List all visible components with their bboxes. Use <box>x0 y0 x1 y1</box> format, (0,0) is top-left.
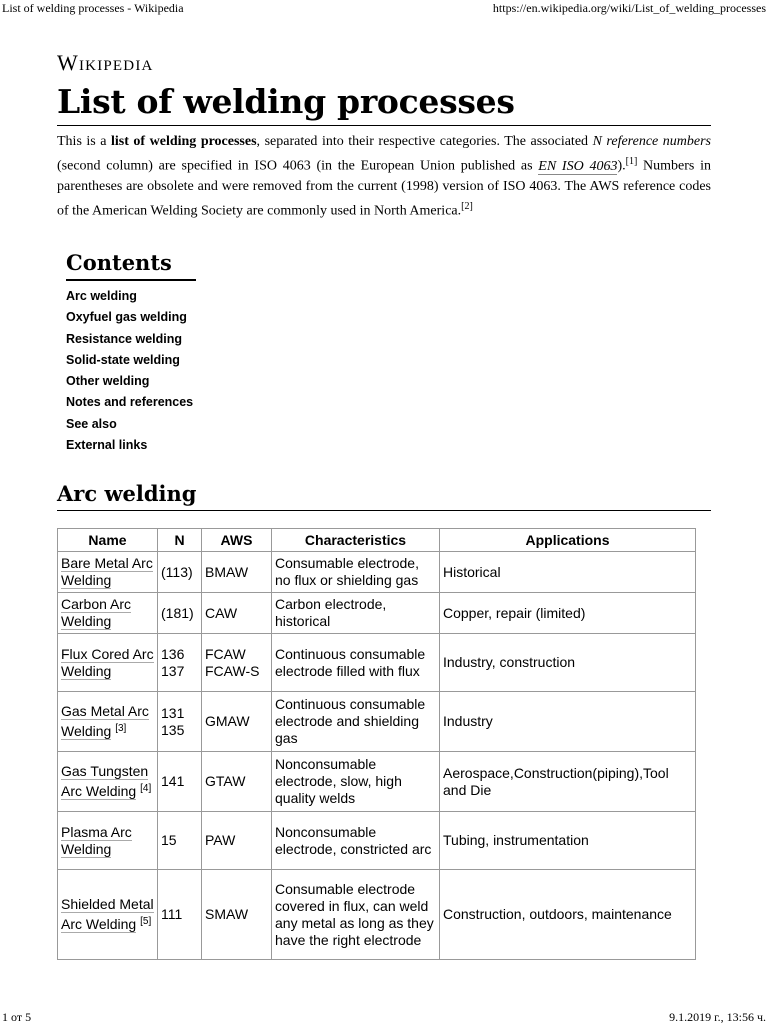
page-title: List of welding processes <box>57 82 515 121</box>
applications-cell: Aerospace,Construction(piping),Tool and Die <box>440 752 696 812</box>
process-name-cell <box>58 552 158 593</box>
toc-item[interactable]: Other welding <box>66 374 150 389</box>
process-name-cell <box>58 593 158 634</box>
ref-2[interactable]: [2] <box>461 200 473 212</box>
aws-code-cell: CAW <box>202 593 272 634</box>
reference-link[interactable]: [3] <box>115 722 127 734</box>
ref-1[interactable]: [1] <box>625 156 638 167</box>
aws-code-cell: FCAW FCAW-S <box>202 634 272 692</box>
column-header: Name <box>58 529 158 552</box>
table-row <box>58 634 696 692</box>
process-name-cell <box>58 634 158 692</box>
toc-item[interactable]: Resistance welding <box>66 331 183 346</box>
table-row <box>58 752 696 812</box>
aws-code-cell: PAW <box>202 812 272 870</box>
process-link[interactable]: Gas Metal Arc Welding <box>61 702 149 740</box>
table-row <box>58 812 696 870</box>
table-row <box>58 593 696 634</box>
process-name-cell <box>58 752 158 812</box>
toc-item[interactable]: Notes and references <box>66 395 194 410</box>
applications-cell: Construction, outdoors, maintenance <box>440 870 696 960</box>
table-row <box>58 552 696 593</box>
title-divider <box>57 125 711 126</box>
wikipedia-logo[interactable]: Wikipedia <box>57 50 154 75</box>
characteristics-cell: Nonconsumable electrode, constricted arc <box>272 812 440 870</box>
process-link[interactable]: Shielded Metal Arc Welding <box>61 895 154 933</box>
process-name-cell <box>58 692 158 752</box>
applications-cell: Copper, repair (limited) <box>440 593 696 634</box>
column-header: Characteristics <box>272 529 440 552</box>
table-row <box>58 692 696 752</box>
process-link[interactable]: Flux Cored Arc Welding <box>61 645 154 679</box>
process-name-cell <box>58 812 158 870</box>
table-row <box>58 870 696 960</box>
toc-title: Contents <box>66 250 172 275</box>
print-header-url: https://en.wikipedia.org/wiki/List_of_welding_processes <box>492 1 766 15</box>
print-header <box>0 0 768 16</box>
section-heading-arc-welding: Arc welding <box>57 481 197 506</box>
applications-cell: Historical <box>440 552 696 593</box>
n-number-cell: 131 135 <box>158 692 202 752</box>
characteristics-cell: Carbon electrode, historical <box>272 593 440 634</box>
applications-cell: Tubing, instrumentation <box>440 812 696 870</box>
section-divider <box>57 510 711 511</box>
n-number-cell: 141 <box>158 752 202 812</box>
reference-link[interactable]: [5] <box>140 915 152 927</box>
column-header: AWS <box>202 529 272 552</box>
characteristics-cell: Nonconsumable electrode, slow, high quality welds <box>272 752 440 812</box>
n-number-cell: 15 <box>158 812 202 870</box>
arc-welding-table <box>57 528 696 960</box>
print-footer <box>0 1008 768 1024</box>
column-header: Applications <box>440 529 696 552</box>
process-link[interactable]: Gas Tungsten Arc Welding <box>61 762 149 800</box>
process-link[interactable]: Bare Metal Arc Welding <box>61 555 153 588</box>
intro-paragraph: This is a list of welding processes, separated into their respective categories. The associated N reference numbers (second column) are specified in ISO 4063 (in the European Union published as EN ISO 4063).[1] Numbers in parentheses are obsolete and were removed from the current (1998) version of ISO 4063. The AWS reference codes of the American Welding Society are commonly used in North America.[2] <box>57 134 711 219</box>
process-name-cell <box>58 870 158 960</box>
toc-item[interactable]: Oxyfuel gas welding <box>66 310 187 325</box>
n-number-cell: 111 <box>158 870 202 960</box>
aws-code-cell: GTAW <box>202 752 272 812</box>
en-iso-link[interactable]: EN ISO 4063 <box>538 158 618 174</box>
applications-cell: Industry <box>440 692 696 752</box>
n-number-cell: (181) <box>158 593 202 634</box>
reference-link[interactable]: [4] <box>140 782 152 794</box>
print-timestamp: 9.1.2019 г., 13:56 ч. <box>669 1010 766 1024</box>
toc-item[interactable]: See also <box>66 416 117 431</box>
print-page-number: 1 от 5 <box>2 1010 32 1024</box>
n-number-cell: (113) <box>158 552 202 593</box>
toc-divider <box>66 279 196 281</box>
aws-code-cell: SMAW <box>202 870 272 960</box>
characteristics-cell: Continuous consumable electrode and shielding gas <box>272 692 440 752</box>
toc-item[interactable]: Solid-state welding <box>66 352 180 367</box>
applications-cell: Industry, construction <box>440 634 696 692</box>
process-link[interactable]: Plasma Arc Welding <box>61 823 132 857</box>
table-of-contents <box>66 249 206 458</box>
aws-code-cell: GMAW <box>202 692 272 752</box>
print-header-title: List of welding processes - Wikipedia <box>2 1 184 15</box>
column-header: N <box>158 529 202 552</box>
characteristics-cell: Consumable electrode covered in flux, can weld any metal as long as they have the right electrode <box>272 870 440 960</box>
process-link[interactable]: Carbon Arc Welding <box>61 596 132 629</box>
aws-code-cell: BMAW <box>202 552 272 593</box>
characteristics-cell: Continuous consumable electrode filled with flux <box>272 634 440 692</box>
characteristics-cell: Consumable electrode, no flux or shielding gas <box>272 552 440 593</box>
n-number-cell: 136 137 <box>158 634 202 692</box>
toc-item[interactable]: External links <box>66 438 148 453</box>
toc-item[interactable]: Arc welding <box>66 289 137 303</box>
